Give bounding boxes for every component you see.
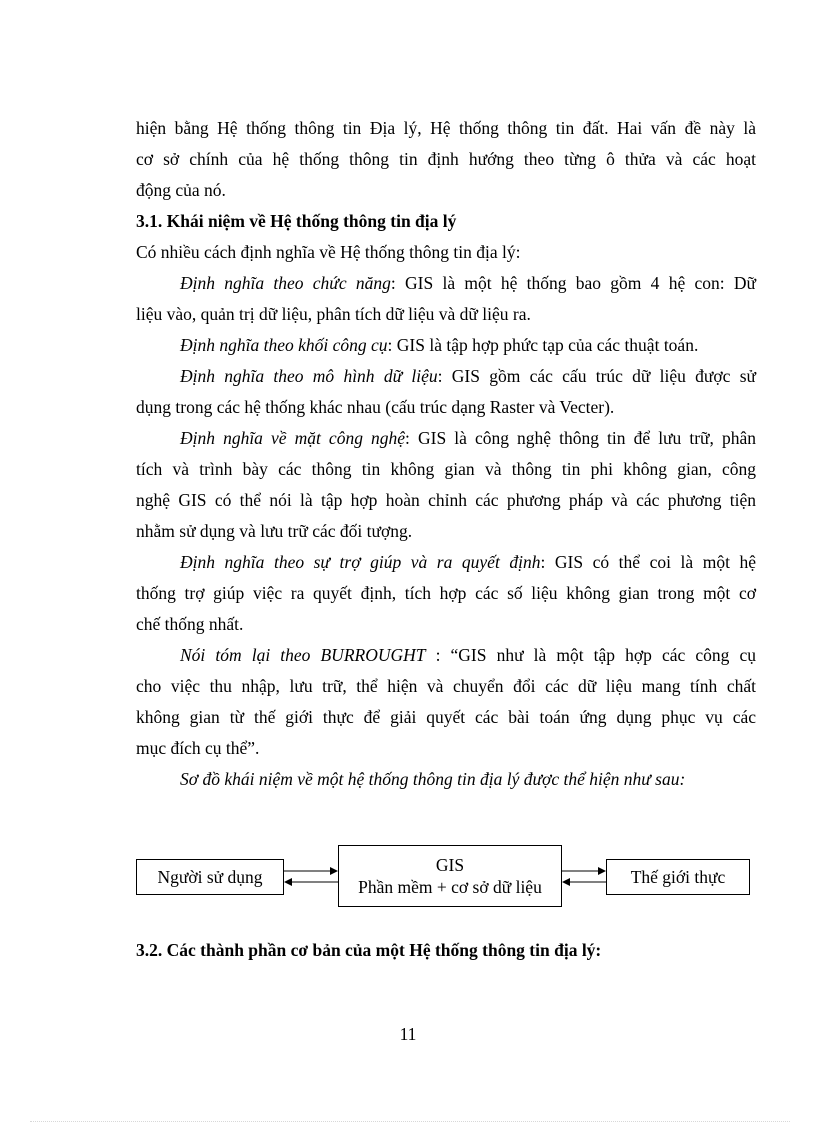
summary-text: : “GIS như là một tập hợp các công cụ [425, 645, 756, 665]
gis-concept-diagram [136, 845, 750, 907]
summary-term: Nói tóm lại theo BURROUGHT [180, 645, 426, 665]
definition-term: Định nghĩa về mặt công nghệ [180, 428, 406, 448]
definition-text: : GIS là tập hợp phức tạp của các thuật toán. [387, 335, 699, 355]
gis-box-subtitle: Phần mềm + cơ sở dữ liệu [358, 877, 542, 897]
text-line [136, 361, 756, 392]
text-line: nhằm sử dụng và lưu trữ các đối tượng. [136, 521, 413, 541]
text-line [136, 268, 756, 299]
text-line: cơ sở chính của hệ thống thông tin định hướng theo từng ô thửa và các hoạt [136, 149, 756, 169]
definition-text: : GIS gồm các cấu trúc dữ liệu được sử [437, 366, 757, 386]
text-line [136, 547, 756, 578]
text-line: hiện bằng Hệ thống thông tin Địa lý, Hệ thống thông tin đất. Hai vấn đề này là [136, 118, 756, 138]
definition-term: Định nghĩa theo khối công cụ [180, 335, 388, 355]
text-line: thống trợ giúp việc ra quyết định, tích hợp các số liệu không gian trong một cơ [136, 583, 756, 603]
text-line: mục đích cụ thể”. [136, 738, 260, 758]
text-line: động của nó. [136, 180, 226, 200]
section-heading-3-1: 3.1. Khái niệm về Hệ thống thông tin địa lý [136, 211, 457, 231]
text-line: chế thống nhất. [136, 614, 244, 634]
definition-text: : GIS là công nghệ thông tin để lưu trữ, phân [405, 428, 756, 448]
definition-term: Định nghĩa theo mô hình dữ liệu [180, 366, 438, 386]
section-heading-3-2: 3.2. Các thành phần cơ bản của một Hệ thống thông tin địa lý: [136, 940, 602, 960]
text-line [136, 423, 756, 454]
text-line: tích và trình bày các thông tin không gian và thông tin phi không gian, công [136, 459, 756, 479]
text-line: cho việc thu nhập, lưu trữ, thể hiện và chuyển đổi các dữ liệu mang tính chất [136, 676, 756, 696]
text-line: liệu vào, quản trị dữ liệu, phân tích dữ liệu và dữ liệu ra. [136, 304, 531, 324]
page-bottom-divider [30, 1121, 790, 1122]
text-line: nghệ GIS có thể nói là tập hợp hoàn chỉnh các phương pháp và các phương tiện [136, 490, 756, 510]
world-box-label: Thế giới thực [630, 867, 726, 887]
body-text [136, 113, 756, 795]
text-line [136, 640, 756, 671]
definition-term: Định nghĩa theo sự trợ giúp và ra quyết định [180, 552, 541, 572]
intro-line: Có nhiều cách định nghĩa về Hệ thống thông tin địa lý: [136, 242, 521, 262]
user-box-label: Người sử dụng [157, 867, 263, 887]
definition-text: : GIS là một hệ thống bao gồm 4 hệ con: Dữ [390, 273, 756, 293]
text-line: không gian từ thế giới thực để giải quyết các bài toán ứng dụng phục vụ các [136, 707, 756, 727]
text-line: dụng trong các hệ thống khác nhau (cấu trúc dạng Raster và Vecter). [136, 397, 615, 417]
diagram-caption: Sơ đồ khái niệm về một hệ thống thông tin địa lý được thể hiện như sau: [180, 769, 686, 789]
definition-text: : GIS có thể coi là một hệ [540, 552, 756, 572]
gis-box-title: GIS [435, 855, 465, 875]
diagram-arrows [136, 845, 750, 907]
definition-term: Định nghĩa theo chức năng [180, 273, 391, 293]
page-number: 11 [399, 1024, 417, 1044]
text-line [136, 330, 756, 361]
